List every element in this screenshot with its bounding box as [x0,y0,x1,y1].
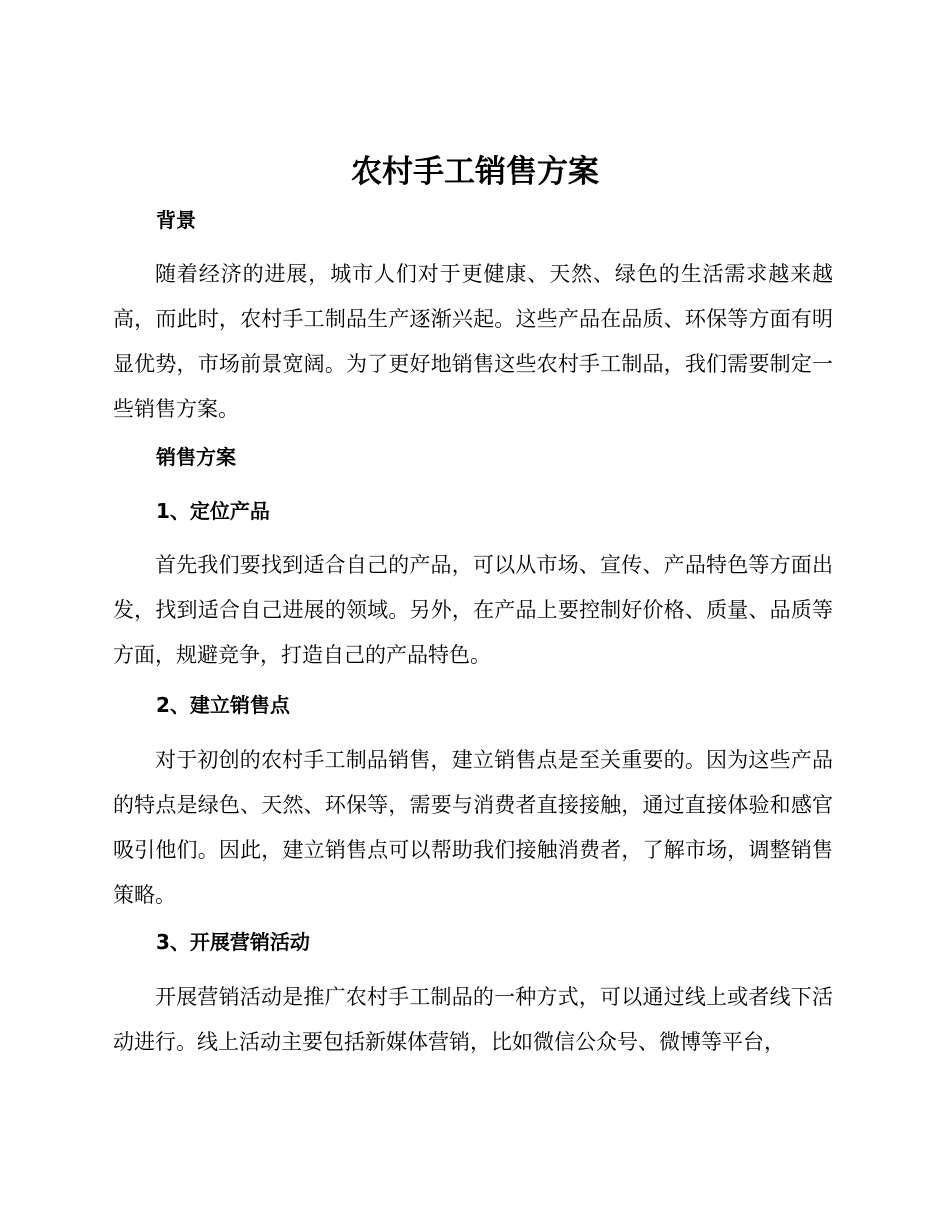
paragraph-background: 随着经济的进展，城市人们对于更健康、天然、绿色的生活需求越来越高，而此时，农村手工制品生产逐渐兴起。这些产品在品质、环保等方面有明显优势，市场前景宽阔。为了更好地销售这些农村手工制品，我们需要制定一些销售方案。 [113,262,833,421]
subheading-positioning-product: 1、定位产品 [156,499,270,523]
section-heading-sales-plan: 销售方案 [156,445,236,469]
paragraph-marketing-activities: 开展营销活动是推广农村手工制品的一种方式，可以通过线上或者线下活动进行。线上活动主要包括新媒体营销，比如微信公众号、微博等平台， [113,985,833,1054]
document-title: 农村手工销售方案 [351,154,599,190]
paragraph-positioning-product: 首先我们要找到适合自己的产品，可以从市场、宣传、产品特色等方面出发，找到适合自己进展的领域。另外，在产品上要控制好价格、质量、品质等方面，规避竞争，打造自己的产品特色。 [113,553,833,667]
paragraph-sales-points: 对于初创的农村手工制品销售，建立销售点是至关重要的。因为这些产品的特点是绿色、天然、环保等，需要与消费者直接接触，通过直接体验和感官吸引他们。因此，建立销售点可以帮助我们接触消费者，了解市场，调整销售策略。 [113,748,833,907]
subheading-sales-points: 2、建立销售点 [156,693,290,717]
subheading-marketing-activities: 3、开展营销活动 [156,930,310,954]
section-heading-background: 背景 [156,208,196,232]
